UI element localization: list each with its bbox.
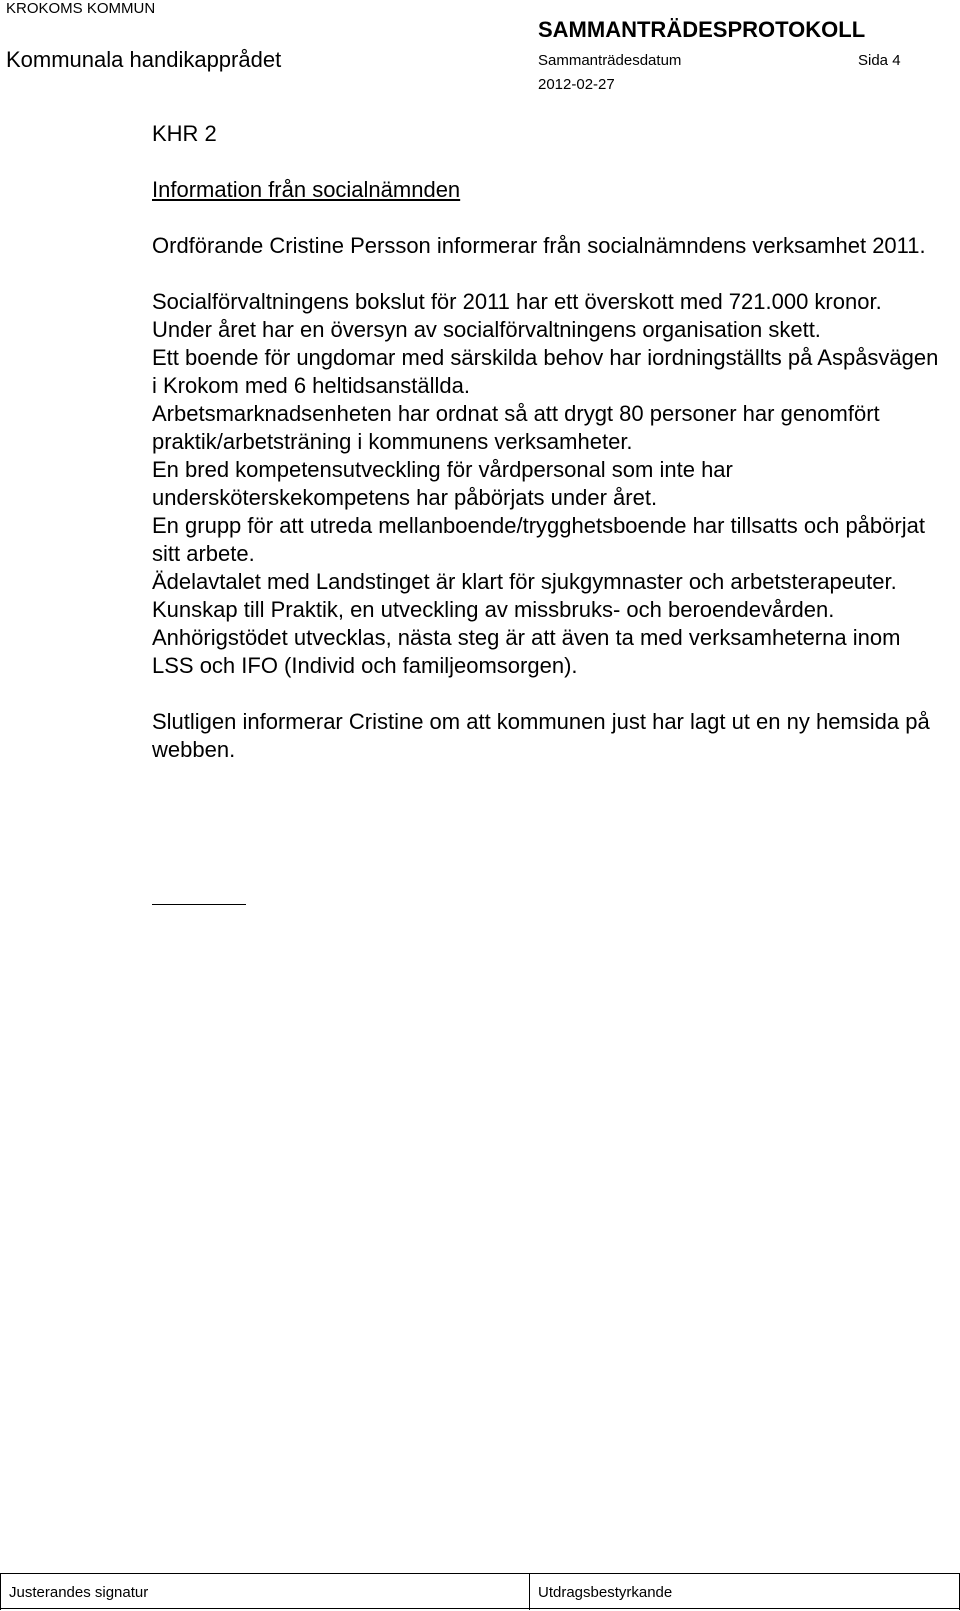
extract-cell <box>530 1574 960 1610</box>
list-item: Anhörigstödet utvecklas, nästa steg är att även ta med verksamheterna inom LSS och IFO (Individ och familjeomsorgen). <box>152 625 901 678</box>
extract-label: Utdragsbestyrkande <box>538 1584 673 1601</box>
list-item: Socialförvaltningens bokslut för 2011 har ett överskott med 721.000 kronor. <box>152 289 882 314</box>
meeting-date: 2012-02-27 <box>538 76 615 93</box>
document-type: SAMMANTRÄDESPROTOKOLL <box>538 17 866 42</box>
footer-signature-table <box>0 1573 960 1609</box>
meeting-date-label: Sammanträdesdatum <box>538 52 682 69</box>
intro-paragraph: Ordförande Cristine Persson informerar från socialnämndens verksamhet 2011. <box>152 233 926 258</box>
information-points <box>152 288 942 680</box>
section-title: Information från socialnämnden <box>152 177 461 202</box>
signature-label: Justerandes signatur <box>9 1584 149 1601</box>
signature-cell <box>0 1574 530 1610</box>
page-number: Sida 4 <box>858 52 901 69</box>
closing-paragraph: Slutligen informerar Cristine om att kommunen just har lagt ut en ny hemsida på webben. <box>152 709 930 762</box>
list-item: Under året har en översyn av socialförvaltningens organisation skett. <box>152 317 821 342</box>
list-item: Ädelavtalet med Landstinget är klart för sjukgymnaster och arbetsterapeuter. <box>152 569 897 594</box>
section-content <box>152 120 942 792</box>
list-item: Kunskap till Praktik, en utveckling av missbruks- och beroendevården. <box>152 597 835 622</box>
committee-name: Kommunala handikapprådet <box>6 47 282 72</box>
list-item: En grupp för att utreda mellanboende/trygghetsboende har tillsatts och påbörjat sitt arbete. <box>152 513 925 566</box>
organization-name: KROKOMS KOMMUN <box>6 0 156 17</box>
list-item: Ett boende för ungdomar med särskilda behov har iordningställts på Aspåsvägen i Krokom med 6 heltidsanställda. <box>152 345 939 398</box>
list-item: Arbetsmarknadsenheten har ordnat så att drygt 80 personer har genomfört praktik/arbetsträning i kommunens verksamheter. <box>152 401 880 454</box>
list-item: En bred kompetensutveckling för vårdpersonal som inte har undersköterskekompetens har påbörjats under året. <box>152 457 733 510</box>
section-end-rule <box>152 904 246 905</box>
section-id: KHR 2 <box>152 121 217 146</box>
